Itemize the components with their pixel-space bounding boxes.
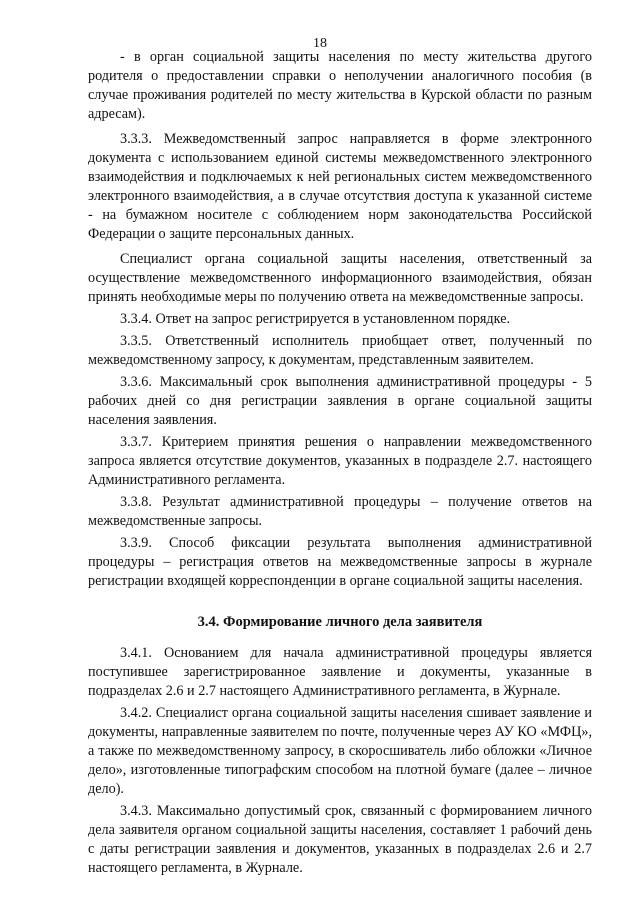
paragraph-specialist-responsible: Специалист органа социальной защиты населения, ответственный за осуществление межведомственного информационного взаимодействия, обязан принять необходимые меры по получению ответа на межведомственные запросы.: [88, 251, 592, 305]
page-number: 18: [313, 36, 327, 51]
paragraph-3-3-9: 3.3.9. Способ фиксации результата выполнения административной процедуры – регистрация ответов на межведомственные запросы в журнале регистрации входящей корреспонденции в органе социальной защиты населения.: [88, 535, 592, 589]
paragraph-3-4-1: 3.4.1. Основанием для начала административной процедуры является поступившее зарегистрированное заявление и документы, указанные в подразделах 2.6 и 2.7 настоящего Административного регламента, в Журнале.: [88, 645, 592, 699]
paragraph-3-3-4: 3.3.4. Ответ на запрос регистрируется в установленном порядке.: [120, 311, 511, 327]
paragraph-3-3-3: 3.3.3. Межведомственный запрос направляется в форме электронного документа с использованием единой системы межведомственного электронного взаимодействия и подключаемых к ней региональных систем межведомственного электронного взаимодействия, а в случае отсутствия доступа к указанной системе - на бумажном носителе с соблюдением норм законодательства Российской Федерации о защите персональных данных.: [88, 131, 592, 242]
paragraph-3-3-7: 3.3.7. Критерием принятия решения о направлении межведомственного запроса является отсутствие документов, указанных в подразделе 2.7. настоящего Административного регламента.: [88, 434, 592, 488]
paragraph-3-4-3: 3.4.3. Максимально допустимый срок, связанный с формированием личного дела заявителя органом социальной защиты населения, составляет 1 рабочий день с даты регистрации заявления и документов, указанных в подразделах 2.6 и 2.7 настоящего регламента, в Журнале.: [88, 803, 592, 876]
paragraph-3-3-8: 3.3.8. Результат административной процедуры – получение ответов на межведомственные запросы.: [88, 494, 592, 529]
document-body: [88, 48, 592, 878]
paragraph-mailing-other-parent: - в орган социальной защиты населения по месту жительства другого родителя о предоставлении справки о неполучении аналогичного пособия (в случае проживания родителей по месту жительства в Курской области по разным адресам).: [88, 49, 592, 122]
paragraph-3-4-2: 3.4.2. Специалист органа социальной защиты населения сшивает заявление и документы, направленные заявителем по почте, полученные через АУ КО «МФЦ», а также по межведомственному запросу, в скоросшиватель либо обложки «Личное дело», изготовленные типографским способом на плотной бумаге (далее – личное дело).: [88, 705, 592, 797]
paragraph-3-3-5: 3.3.5. Ответственный исполнитель приобщает ответ, полученный по межведомственному запросу, к документам, представленным заявителем.: [88, 333, 592, 368]
paragraph-3-3-6: 3.3.6. Максимальный срок выполнения административной процедуры - 5 рабочих дней со дня регистрации заявления в органе социальной защиты населения заявления.: [88, 374, 592, 428]
section-heading-3-4: 3.4. Формирование личного дела заявителя: [197, 614, 483, 630]
